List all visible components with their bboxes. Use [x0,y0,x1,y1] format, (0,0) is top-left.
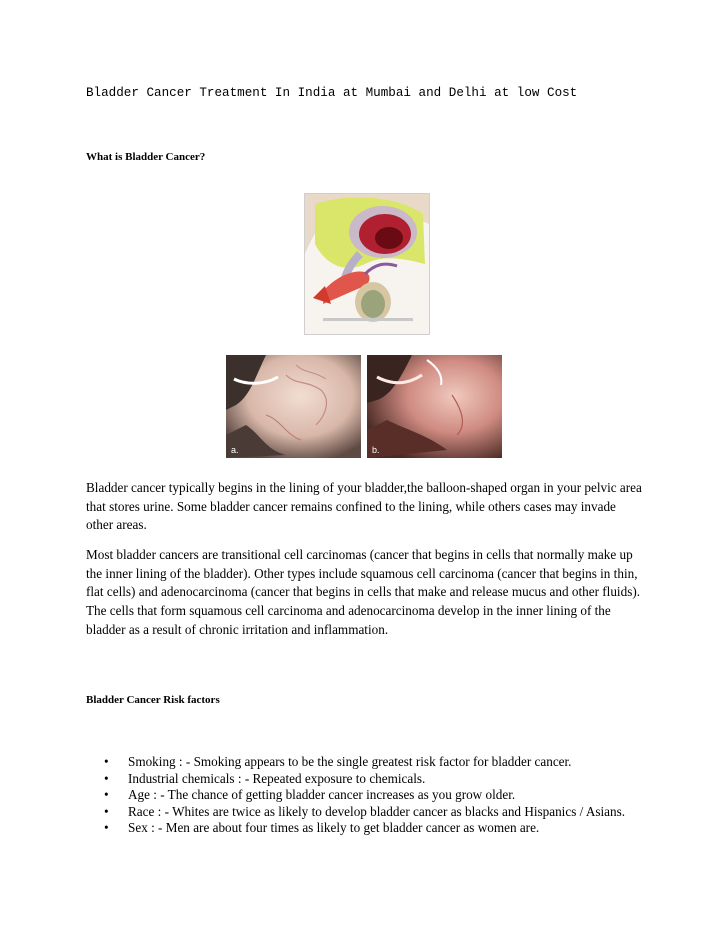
list-item: • Smoking : - Smoking appears to be the single greatest risk factor for bladder cancer. [104,754,572,769]
list-item: • Age : - The chance of getting bladder cancer increases as you grow older. [104,787,516,802]
paragraph-1-text: Bladder cancer typically begins in the lining of your bladder,the balloon-shaped organ in your pelvic area that stores urine. Some bladder cancer remains confined to the lining, while others cases may invade other areas. [86,480,642,533]
paragraph-intro [86,479,646,535]
list-item: • Industrial chemicals : - Repeated exposure to chemicals. [104,770,426,786]
endoscopy-label-a: a. [231,445,239,455]
bladder-anatomy-figure [304,193,430,335]
endoscopy-label-b: b. [372,445,380,455]
list-item: • Sex : - Men are about four times as likely to get bladder cancer as women are. [104,820,540,835]
endoscopy-image-b [367,355,502,458]
list-item: • Race : - Whites are twice as likely to develop bladder cancer as blacks and Hispanics / Asians. [104,803,626,819]
section-heading-what-is: What is Bladder Cancer? [86,151,206,163]
bullet-icon: • [104,803,109,819]
section-heading-risk-factors: Bladder Cancer Risk factors [86,694,220,706]
endoscopy-image-a [226,355,361,458]
bullet-icon: • [104,754,109,769]
document-title: Bladder Cancer Treatment In India at Mumbai and Delhi at low Cost [86,86,578,100]
risk-factors-list [86,754,656,837]
paragraph-types [86,546,646,640]
bullet-icon: • [104,820,109,835]
paragraph-2-text: Most bladder cancers are transitional cell carcinomas (cancer that begins in cells that normally make up the inner lining of the bladder). Other types include squamous cell carcinoma (cancer that begins in thin, flat cells) and adenocarcinoma (cancer that begins in cells that make and release mucus and other fluids). The cells that form squamous cell carcinoma and adenocarcinoma develop in the inner lining of the bladder as a result of chronic irritation and inflammation. [86,547,641,637]
bullet-icon: • [104,770,109,786]
bullet-icon: • [104,787,109,802]
bladder-anatomy-illustration [305,194,429,334]
